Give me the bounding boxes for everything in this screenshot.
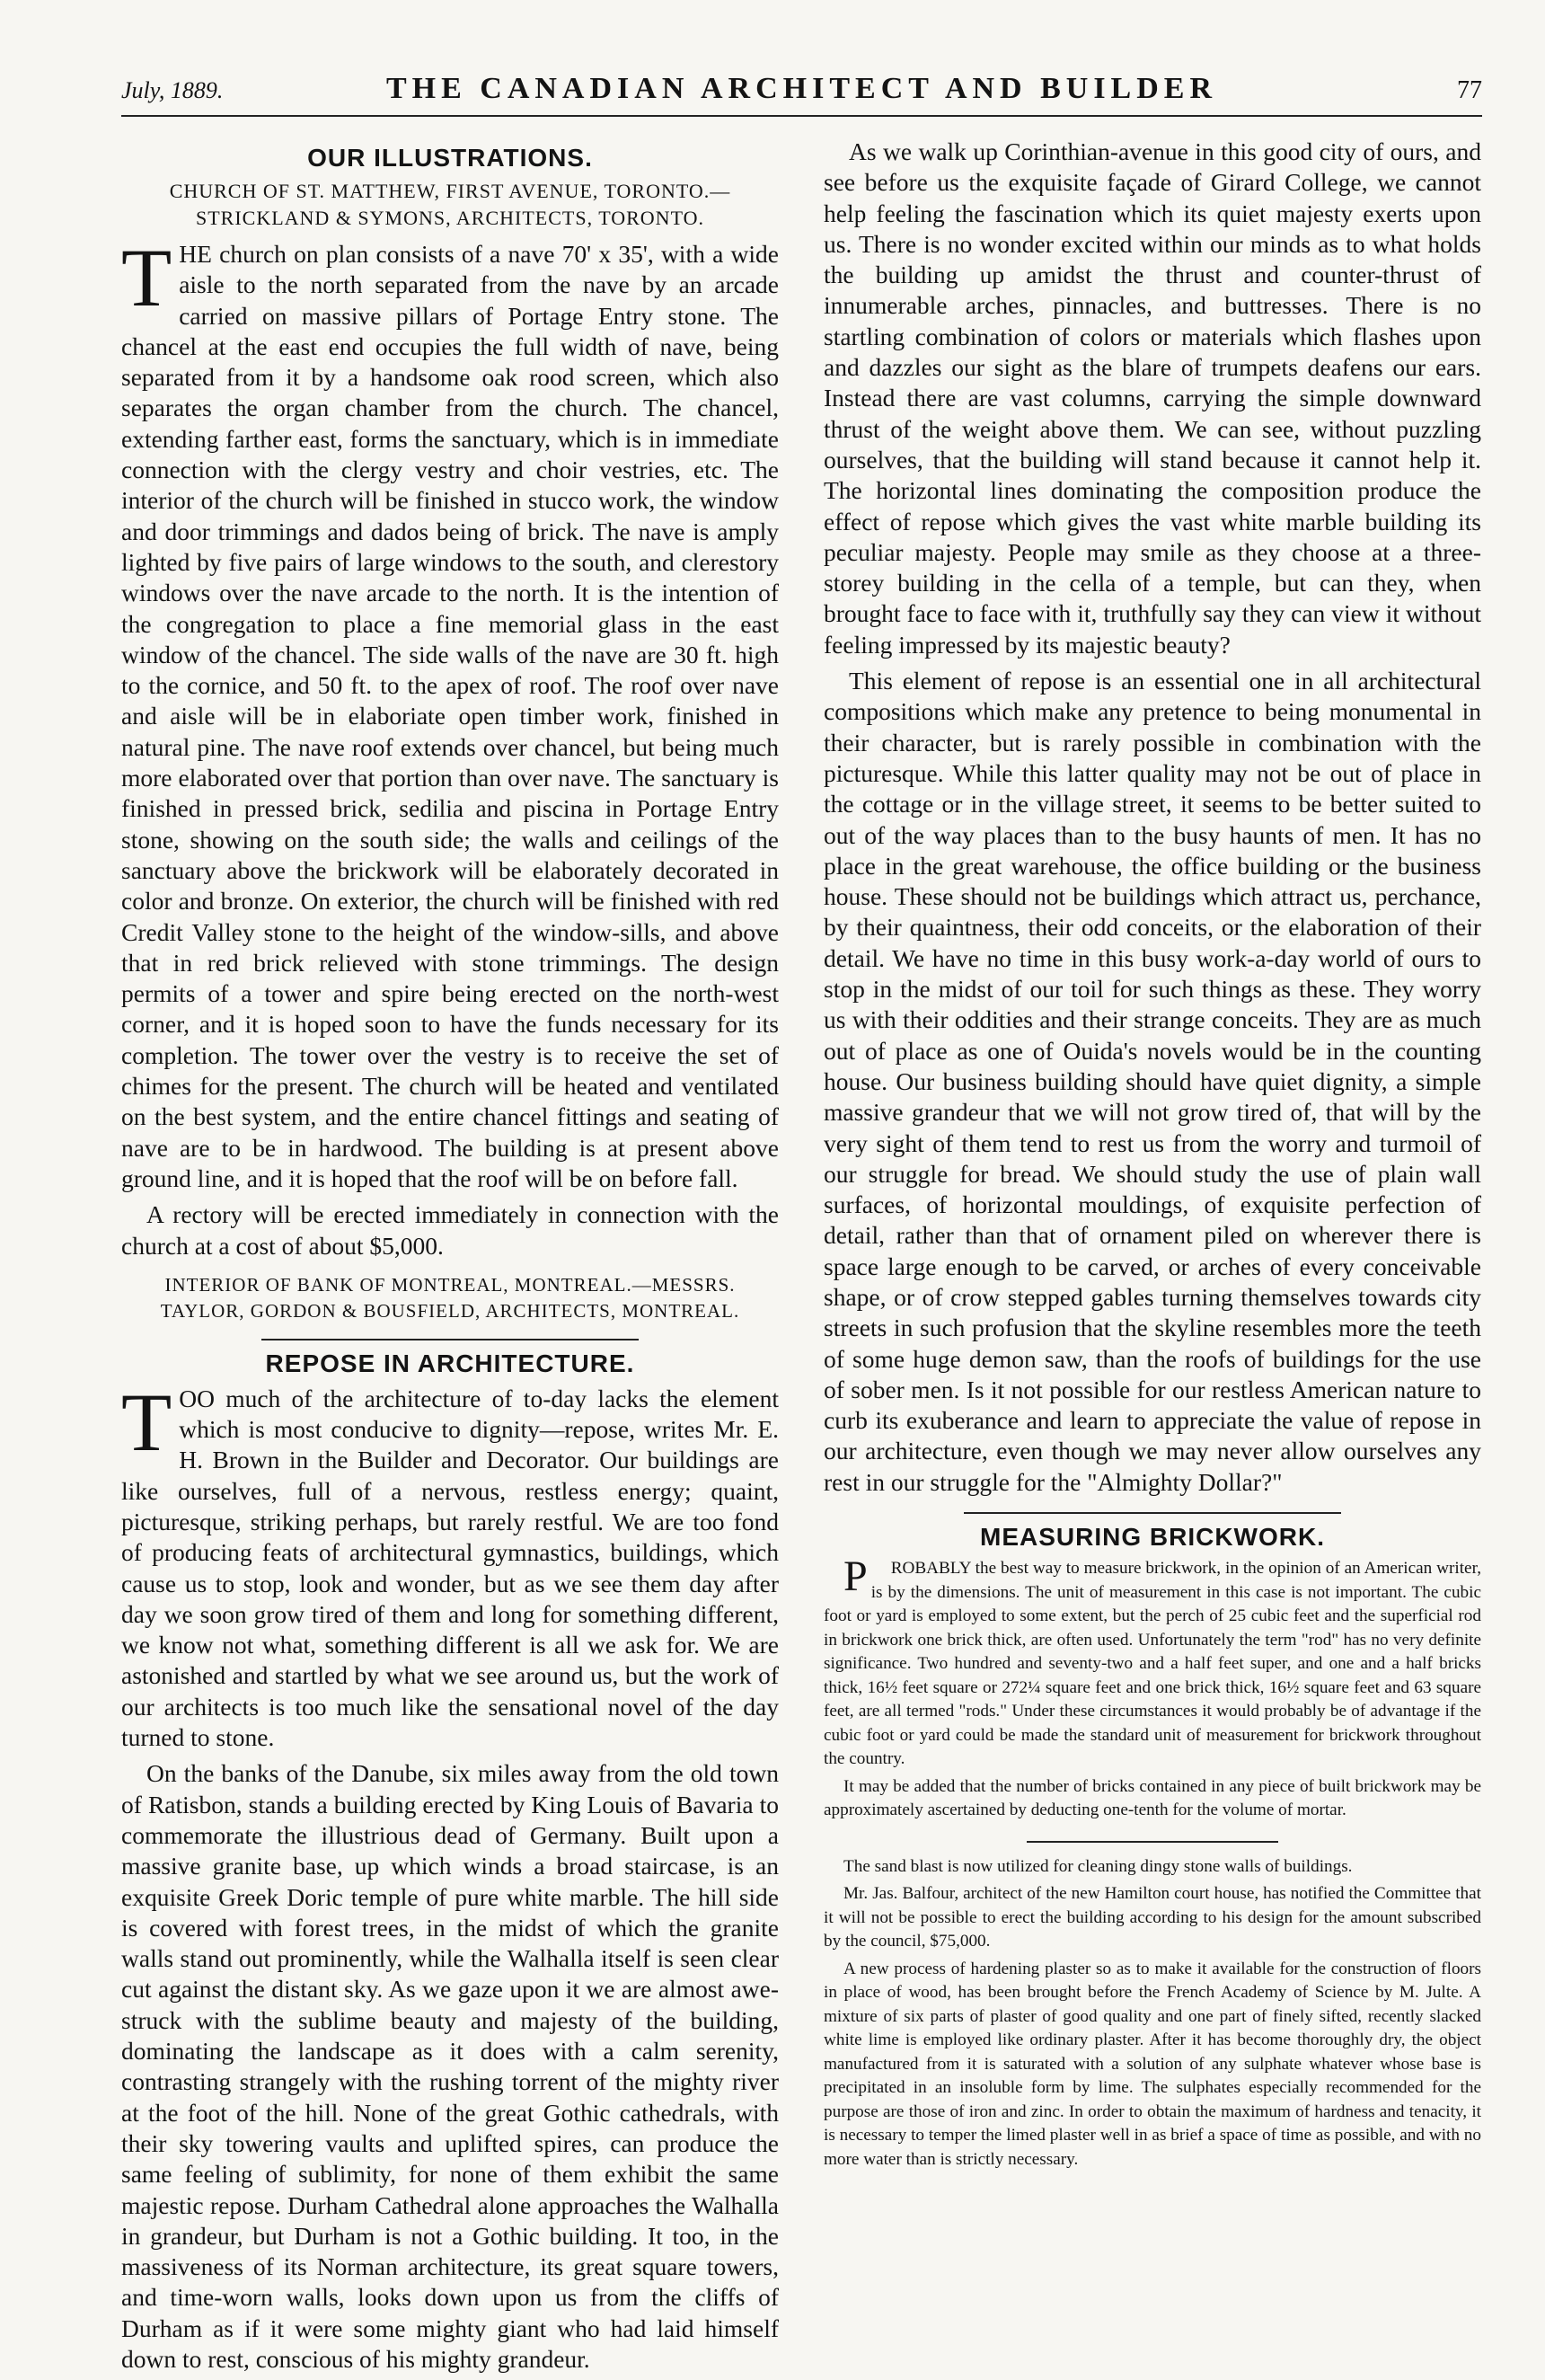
brickwork-heading: MEASURING BRICKWORK. xyxy=(980,1523,1325,1552)
repose-dropcap: T xyxy=(121,1376,172,1468)
church-paragraph-1-text: HE church on plan consists of a nave 70' x 35', with a wide aisle to the north separated from the nave by an arcade carried on massive pillars of Portage Entry stone. The chancel at the east end occupies the full width of nave, being separated from it by a handsome oak rood screen, which also separates the organ chamber from the church. The chancel, extending farther east, forms the sanctuary, which is in immediate connection with the clergy vestry and choir vestries, etc. The interior of the church will be finished in stucco work, the window and door trimmings and dados being of brick. The nave is amply lighted by five pairs of large windows to the south, and clerestory windows over the nave arcade to the north. It is the intention of the congregation to place a fine memorial glass in the east window of the chancel. The side walls of the nave are 30 ft. high to the cornice, and 50 ft. to the apex of roof. The roof over nave and aisle will be in elaboriate open timber work, finished in natural pine. The nave roof extends over chancel, but being much more elaborated over that portion than over nave. The sanctuary is finished in pressed brick, sedilia and piscina in Portage Entry stone, showing on the south side; the walls and ceilings of the sanctuary above the brickwork will be elaborately decorated in color and bronze. On exterior, the church will be finished with red Credit Valley stone to the height of the window-sills, and above that in red brick relieved with stone trimmings. The design permits of a tower and spire being erected on the north-west corner, and it is hoped soon to have the funds necessary for its completion. The tower over the vestry is to receive the set of chimes for the present. The church will be heated and ventilated on the best system, and the entire chancel fittings and seating of nave are to be in hardwood. The building is at present above ground line, and it is hoped that the roof will be on before fall. xyxy=(121,240,779,1192)
brickwork-paragraph-1 xyxy=(824,1553,1481,1772)
note-hamilton-court-house: Mr. Jas. Balfour, architect of the new Hamilton court house, has notified the Committee that it will not be possible to erect the building according to his design for the amount subscribed by the council, $75,000. xyxy=(824,1884,1481,1951)
running-head xyxy=(121,72,1482,117)
section-rule xyxy=(261,1339,639,1340)
illustrations-heading: OUR ILLUSTRATIONS. xyxy=(307,144,593,172)
repose-paragraph-4: This element of repose is an essential one in all architectural compositions which make any pretence to being monumental in their character, but is rarely possible in combination with the picturesque. While this latter quality may not be out of place in the cottage or in the village street, it seems to be better suited to out of the way places than to the busy haunts of men. It has no place in the great warehouse, the office building or the business house. These should not be buildings which attract us, perchance, by their quaintness, their odd conceits, or the elaboration of their detail. We have no time in this busy work-a-day world of ours to stop in the midst of our toil for such things as these. They worry us with their oddities and their strange conceits. They are as much out of place as one of Ouida's novels would be in the counting house. Our business building should have quiet dignity, a simple massive grandeur that we will not grow tired of, that will by the very sight of them tend to rest us from the worry and turmoil of our struggle for bread. We should study the use of plain wall surfaces, of horizontal mouldings, of exquisite perfection of detail, rather than that of ornament piled on wherever there is space large enough to be carved, or arches of every conceivable shape, or of crow stepped gables turning themselves towards city streets in such profusion that the skyline resembles more the teeth of some huge demon saw, than the roofs of buildings for the use of sober men. Is it not possible for our restless American nature to curb its exuberance and learn to appreciate the value of repose in our architecture, even though we may never allow ourselves any rest in our struggle for the "Almighty Dollar?" xyxy=(824,667,1481,1496)
church-dropcap: T xyxy=(121,232,172,323)
section-rule xyxy=(964,1512,1341,1514)
church-paragraph-1 xyxy=(121,232,779,1194)
note-sand-blast: The sand blast is now utilized for cleaning dingy stone walls of buildings. xyxy=(843,1856,1353,1876)
news-notes xyxy=(824,1855,1481,2172)
note-hardening-plaster: A new process of hardening plaster so as to make it available for the construction of floors in place of wood, has been brought before the French Academy of Science by M. Julte. A mixture of six parts of plaster of good quality and one part of finely sifted, recently slacked white lime is employed like ordinary plaster. After it has become thoroughly dry, the object manufactured from it is saturated with a solution of any sulphate whatever whose base is precipitated in an insoluble form by lime. The sulphates especially recommended for the purpose are those of iron and zinc. In order to obtain the maximum of hardness and tenacity, it is necessary to temper the limed plaster well in as brief a space of time as possible, and with no more water than is strictly necessary. xyxy=(824,1959,1481,2169)
left-column xyxy=(121,137,779,2380)
bank-subhead: INTERIOR OF BANK OF MONTREAL, MONTREAL.—MESSRS. TAYLOR, GORDON & BOUSFIELD, ARCHITECTS, MONTREAL. xyxy=(160,1273,740,1322)
brickwork-dropcap: P xyxy=(843,1553,868,1601)
church-paragraph-2: A rectory will be erected immediately in connection with the church at a cost of about $5,000. xyxy=(121,1200,779,1260)
notes-rule xyxy=(1027,1841,1278,1843)
repose-paragraph-1-text: OO much of the architecture of to-day lacks the element which is most conducive to dignity—repose, writes Mr. E. H. Brown in the Builder and Decorator. Our buildings are like ourselves, full of a nervous, restless energy; quaint, picturesque, striking perhaps, but rarely restful. We are too fond of producing feats of architectural gymnastics, buildings, which cause us to stop, look and wonder, but as we see them day after day we soon grow tired of them and long for something different, we know not what, something different is all we ask for. We are astonished and startled by what we see around us, but the work of our architects is too much like the sensational novel of the day turned to stone. xyxy=(121,1384,779,1752)
church-subhead: CHURCH OF ST. MATTHEW, FIRST AVENUE, TORONTO.— STRICKLAND & SYMONS, ARCHITECTS, TORONTO. xyxy=(169,180,731,229)
brickwork-paragraph-1-text: ROBABLY the best way to measure brickwork, in the opinion of an American writer, is by the dimensions. The unit of measurement in this case is not important. The cubic foot or yard is employed to some extent, but the perch of 25 cubic feet and the superficial rod in brickwork one brick thick, are often used. Unfortunately the term "rod" has no very definite significance. Two hundred and seventy-two and a half feet super, and one and a half bricks thick, 16½ feet square or 272¼ square feet and one brick thick, 16½ square feet and 63 square feet, are all termed "rods." Under these circumstances it would probably be of advantage if the cubic foot or yard could be made the standard unit of measurement for brickwork throughout the country. xyxy=(824,1559,1481,1769)
repose-paragraph-3: As we walk up Corinthian-avenue in this good city of ours, and see before us the exquisite façade of Girard College, we cannot help feeling the fascination which its quiet majesty exerts upon us. There is no wonder excited within our minds as to what holds the building up amidst the thrust and counter-thrust of innumerable arches, pinnacles, and buttresses. There is no startling combination of colors or materials which flashes upon and dazzles our sight as the blare of trumpets deafens our ears. Instead there are vast columns, carrying the simple downward thrust of the weight above them. We can see, without puzzling ourselves, that the building will stand because it cannot help it. The horizontal lines dominating the composition produce the effect of repose which gives the vast white marble building its peculiar majesty. People may smile as they choose at a three-storey building in the cella of a temple, but can they, when brought face to face with it, truthfully say they can view it without feeling impressed by its majestic beauty? xyxy=(824,137,1481,659)
right-column xyxy=(824,137,1481,2380)
repose-paragraph-2: On the banks of the Danube, six miles away from the old town of Ratisbon, stands a building erected by King Louis of Bavaria to commemorate the illustrious dead of Germany. Built upon a massive granite base, up which winds a broad staircase, is an exquisite Greek Doric temple of pure white marble. The hill side is covered with forest trees, in the midst of which the granite walls stand out prominently, while the Walhalla itself is seen clear cut against the distant sky. As we gaze upon it we are almost awe-struck with the sublime beauty and majesty of the building, dominating the landscape as it does with a calm serenity, contrasting strangely with the rushing torrent of the mighty river at the foot of the hill. None of the great Gothic cathedrals, with their sky towering vaults and uplifted spires, can produce the same feeling of sublimity, for none of them exhibit the same majestic repose. Durham Cathedral alone approaches the Walhalla in grandeur, but Durham is not a Gothic building. It too, in the massiveness of its Norman architecture, its great square towers, and time-worn walls, looks down upon us from the cliffs of Durham as if it were some mighty giant who had laid himself down to rest, conscious of his mighty grandeur. xyxy=(121,1759,779,2373)
repose-heading: REPOSE IN ARCHITECTURE. xyxy=(265,1349,635,1377)
repose-paragraph-1 xyxy=(121,1376,779,1754)
columns xyxy=(121,137,1482,2380)
page-number: 77 xyxy=(1457,76,1482,104)
brickwork-article xyxy=(824,1553,1481,1823)
issue-date: July, 1889. xyxy=(121,77,224,103)
publication-title: THE CANADIAN ARCHITECT AND BUILDER xyxy=(385,72,1218,105)
brickwork-paragraph-2: It may be added that the number of bricks contained in any piece of built brickwork may be approximately ascertained by deducting one-tenth for the volume of mortar. xyxy=(824,1776,1481,1820)
